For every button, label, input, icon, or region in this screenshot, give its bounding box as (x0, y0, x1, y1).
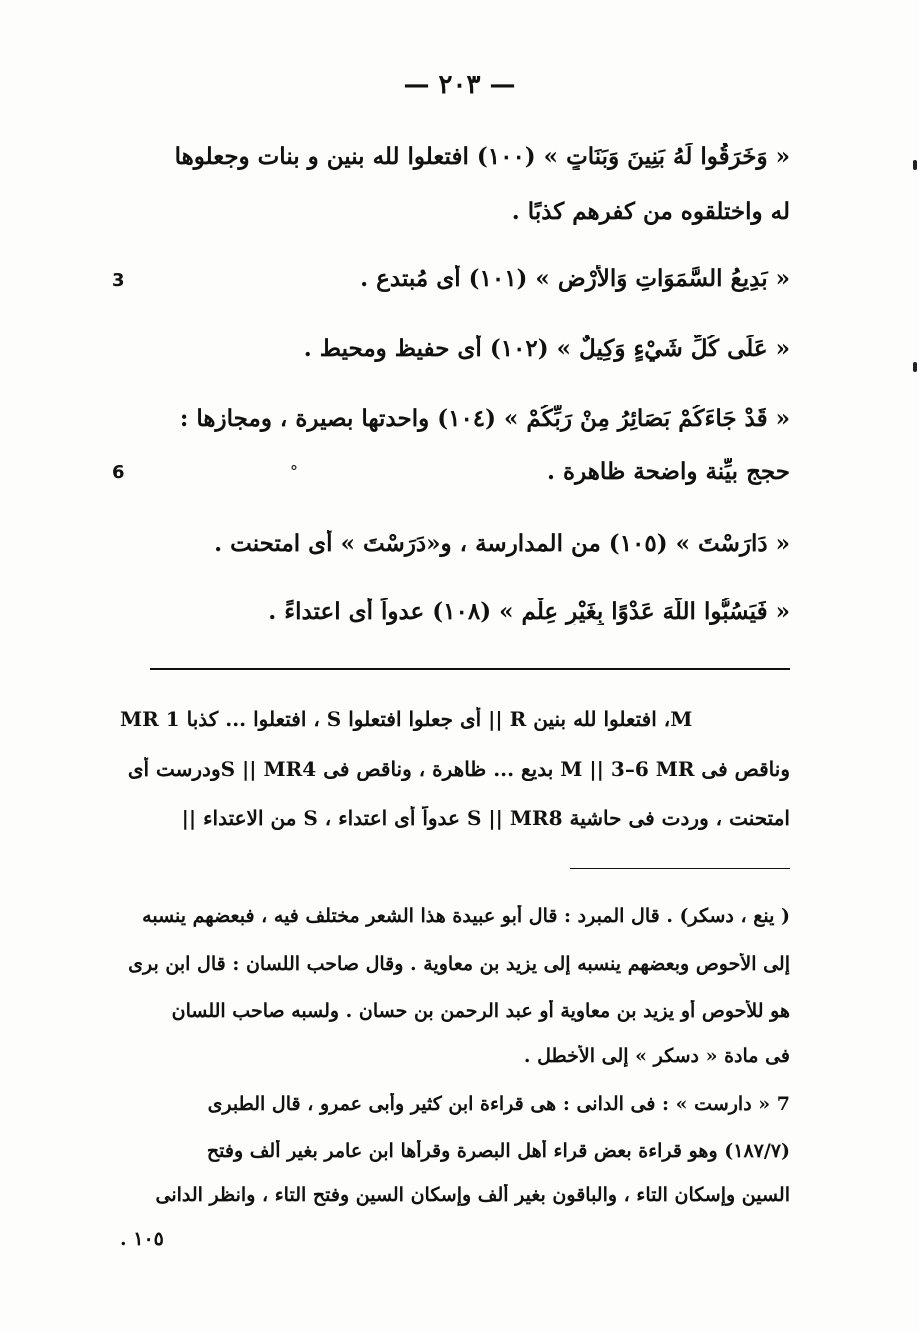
footnote-line: 7 « دارست » : فى الدانى : هى قراءة ابن كثير وأبى عمرو ، قال الطبرى (207, 1093, 790, 1115)
edge-mark (913, 160, 917, 170)
page-number: — ٢٠٣ — (403, 70, 516, 100)
main-line: « فَيَسُبُّوا اللَّهَ عَدْوًا بِغَيْرِ عِلْمٍ » (١٠٨) عدواً أى اعتداءً . (268, 598, 790, 625)
apparatus-line: وناقص فى M || 3–6 MR بديع ... ظاهرة ، وناقص فى S || MR4ودرست أى (127, 757, 790, 781)
main-line: « عَلَى كُلِّ شَيْءٍ وَكِيلٌ » (١٠٢) أى حفيظ ومحيط . (303, 335, 790, 362)
stray-mark: ° (290, 462, 298, 481)
footnote-line: إلى الأحوص وبعضهم ينسبه إلى يزيد بن معاوية . وقال صاحب اللسان : قال ابن برى (128, 953, 790, 975)
footnote-line: (١٨٧/٧) وهو قراءة بعض قراء أهل البصرة وقرأها ابن عامر بغير ألف وفتح (206, 1140, 790, 1162)
main-line: « وَخَرَقُوا لَهُ بَنِينَ وَبَنَاتٍ » (١٠٠) افتعلوا لله بنين و بنات وجعلوها (174, 143, 790, 170)
footnote-line: . ١٠٥ (120, 1228, 164, 1250)
main-line: له واختلقوه من كفرهم كذبًا . (511, 198, 790, 225)
footnote-line: هو للأحوص أو يزيد بن معاوية أو عبد الرحمن بن حسان . ولسبه صاحب اللسان (171, 1000, 790, 1022)
apparatus-line: امتحنت ، وردت فى حاشية S || MR8 عدواً أى اعتداء ، S من الاعتداء || (181, 806, 790, 830)
edge-mark (913, 362, 917, 372)
main-line: « بَدِيعُ السَّمَوَاتِ وَالأَرْضِ » (١٠١) أى مُبتدع . (360, 265, 790, 292)
footnote-divider (570, 868, 790, 869)
main-line: « قَدْ جَاءَكُمْ بَصَائِرُ مِنْ رَبِّكُمْ » (١٠٤) واحدتها بصيرة ، ومجازها : (179, 405, 790, 432)
main-line: حجج بيِّنة واضحة ظاهرة . (547, 458, 790, 485)
apparatus-line: MR 1 افتعلوا ... كذبا ، S أى جعلوا افتعلوا || R افتعلوا لله بنين ،M (120, 707, 693, 731)
footnote-line: ( ينع ، دسكر) . قال المبرد : قال أبو عبيدة هذا الشعر مختلف فيه ، فبعضهم ينسبه (142, 905, 790, 927)
line-number-margin: 3 (112, 270, 125, 291)
main-line: « دَارَسْتَ » (١٠٥) من المدارسة ، و«دَرَسْتَ » أى امتحنت . (214, 530, 790, 557)
line-number-margin: 6 (112, 462, 125, 483)
section-divider (150, 668, 790, 670)
footnote-line: السين وإسكان التاء ، والباقون بغير ألف وإسكان السين وفتح التاء ، وانظر الدانى (155, 1184, 790, 1206)
footnote-line: فى مادة « دسكر » إلى الأخطل . (523, 1045, 790, 1067)
